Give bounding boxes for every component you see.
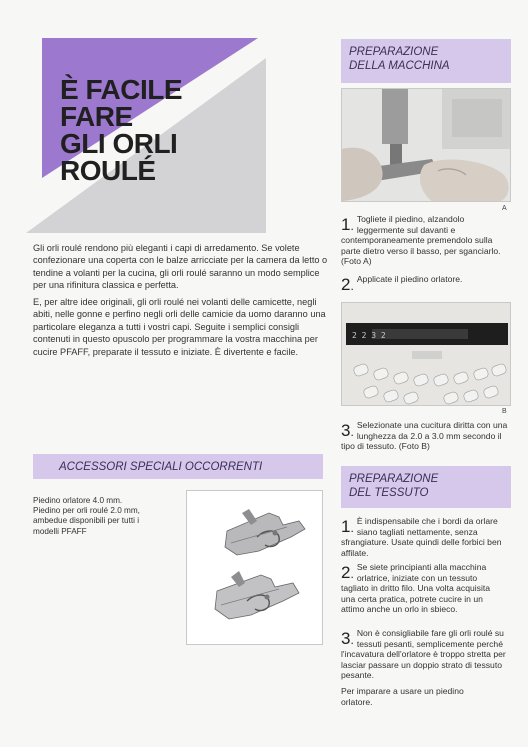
machine-prep-header xyxy=(341,39,511,83)
photo-b-control-panel xyxy=(341,302,511,406)
title-line-3: GLI ORLI xyxy=(60,128,178,159)
fabric-step-2-text: Se siete principianti alla macchina orlatrice, iniziate con un tessuto tagliato in dritto filo. Una volta acquisita una certa pratica, potrete cucire in un attimo anche un orlo in sbieco. xyxy=(341,562,491,615)
machine-step-2-number: 2 . xyxy=(341,276,354,295)
machine-step-3 xyxy=(341,420,511,452)
fabric-step-1-text: È indispensabile che i bordi da orlare siano tagliati nettamente, senza sfrangiature. Usate quindi delle forbici ben affilate. xyxy=(341,516,502,558)
photo-b-label: B xyxy=(502,408,507,415)
intro-paragraph-1: Gli orli roulé rendono più eleganti i capi di arredamento. Se volete confezionare una coperta con le balze arricciate per la camera da letto o tendine a volanti per la cucina, gli orli roulé saranno un modo semplice per una rifinitura classica e perfetta. xyxy=(33,243,328,291)
machine-step-1-number: 1 . xyxy=(341,216,354,235)
title-line-1: È FACILE xyxy=(60,74,183,105)
accessories-line-4: modelli PFAFF xyxy=(33,526,87,536)
photo-a-label: A xyxy=(502,205,507,212)
accessories-text xyxy=(33,496,183,537)
title-line-4: ROULÉ xyxy=(60,155,156,186)
machine-step-1 xyxy=(341,214,511,267)
fabric-step-2 xyxy=(341,562,506,615)
rolled-hem-foot-2mm-illustration xyxy=(215,571,299,619)
fabric-prep-header xyxy=(341,466,511,508)
accessories-line-2: Piedino per orli roulé 2.0 mm, xyxy=(33,506,140,516)
machine-step-2-text: Applicate il piedino orlatore. xyxy=(356,274,463,284)
fabric-prep-header-line-2: DEL TESSUTO xyxy=(349,487,429,499)
intro-paragraph-2: E, per altre idee originali, gli orli roulé nei volanti delle camicette, negli abiti, nelle gonne e perfino negli orli delle camicie da uomo daranno una particolare eleganza a tutti i vostri capi. Seguite i semplici consigli contenuti in questo opuscolo per programmare la vostra macchina per cucire PFAFF, preparate il tessuto e iniziate. È divertente e facile. xyxy=(33,297,326,357)
machine-step-2 xyxy=(341,274,471,295)
machine-prep-header-line-1: PREPARAZIONE xyxy=(349,46,439,58)
panel-display-text: 2 2 3 2 xyxy=(352,331,386,340)
accessories-header xyxy=(33,454,323,479)
accessories-line-1: Piedino orlatore 4.0 mm. xyxy=(33,496,123,505)
presser-feet-image xyxy=(187,491,323,645)
machine-step-1-text: Togliete il piedino, alzandolo leggermente sul davanti e contemporaneamente premendolo sulla parte dietro verso il basso, per sganciarlo. (Foto A) xyxy=(341,214,501,267)
fabric-step-3-text: Non è consigliabile fare gli orli roulé su tessuti pesanti, semplicemente perché l'incavatura dell'orlatore è troppo stretta per lasciar passare un doppio strato di tessuto pesante. xyxy=(341,628,506,681)
accessories-line-3: ambedue disponibili per tutti i xyxy=(33,516,140,526)
fabric-step-3 xyxy=(341,628,506,681)
accessories-header-text: ACCESSORI SPECIALI OCCORRENTI xyxy=(59,461,263,473)
photo-b-image xyxy=(342,303,511,406)
photo-a-presser-foot-removal xyxy=(341,88,511,202)
fabric-prep-header-line-1: PREPARAZIONE xyxy=(349,473,439,485)
machine-step-3-text: Selezionate una cucitura diritta con una lunghezza da 2.0 a 3.0 mm secondo il tipo di tessuto. (Foto B) xyxy=(341,420,508,452)
presser-feet-photo xyxy=(186,490,323,645)
fabric-step-1 xyxy=(341,516,506,558)
machine-step-3-number: 3 . xyxy=(341,422,354,441)
machine-prep-header-line-2: DELLA MACCHINA xyxy=(349,60,450,72)
fabric-step-3-number: 3 . xyxy=(341,630,354,649)
photo-a-image xyxy=(342,89,511,202)
fabric-step-2-number: 2 . xyxy=(341,564,354,583)
fabric-step-1-number: 1 . xyxy=(341,518,354,537)
fabric-closing-note: Per imparare a usare un piedino orlatore. xyxy=(341,686,464,707)
title-line-2: FARE xyxy=(60,101,133,132)
hemmer-foot-4mm-illustration xyxy=(225,509,305,555)
